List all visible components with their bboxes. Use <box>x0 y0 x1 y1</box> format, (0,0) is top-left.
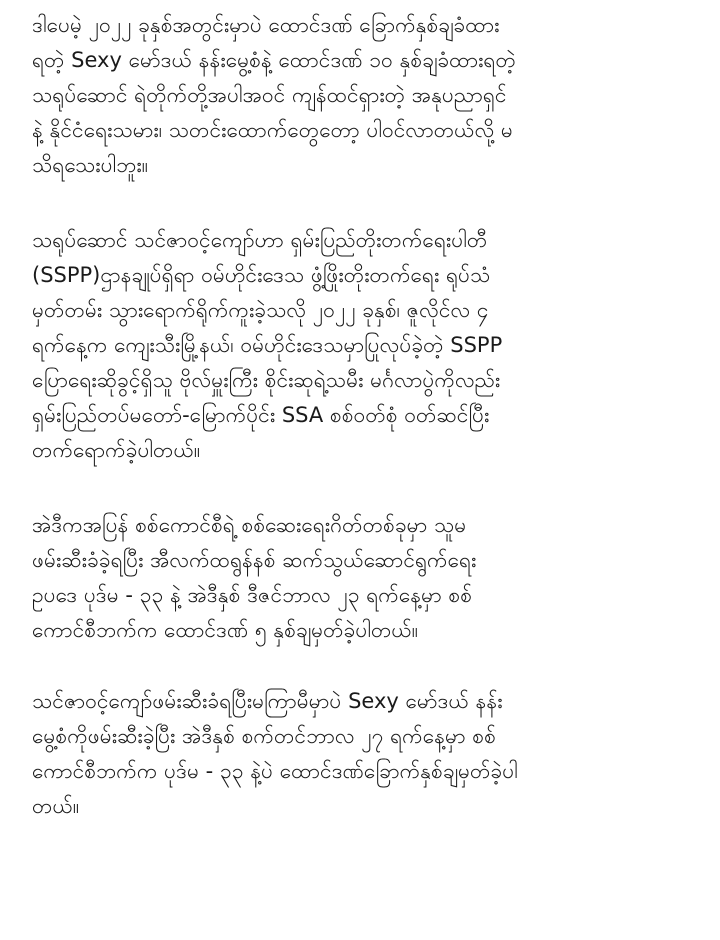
paragraph-line: တက်ရောက်ခဲ့ပါတယ်။ <box>32 438 201 462</box>
paragraph-line: ကောင်စီဘက်က ပုဒ်မ - ၃၃ နဲ့ပဲ ထောင်ဒဏ်ခြောက်နှစ်ချမှတ်ခဲ့ပါ <box>32 759 518 783</box>
paragraph-line: ဥပဒေ ပုဒ်မ - ၃၃ နဲ့ အဲဒီနှစ် ဒီဇင်ဘာလ ၂၃ ရက်နေ့မှာ စစ် <box>32 583 473 607</box>
paragraph-line: မှတ်တမ်း သွားရောက်ရိုက်ကူးခဲ့သလို ၂၀၂၂ ခုနှစ်၊ ဇူလိုင်လ ၄ <box>32 298 489 322</box>
paragraph-line: သင်ဇာဝင့်ကျော်ဖမ်းဆီးခံရပြီးမကြာမီမှာပဲ Sexy မော်ဒယ် နန်း <box>32 689 503 713</box>
paragraph-line: ပြောရေးဆိုခွင့်ရှိသူ ဗိုလ်မှူးကြီး စိုင်းဆုရဲ့သမီး မင်္ဂလာပွဲကိုလည်း <box>32 368 501 392</box>
paragraph-line: သိရသေးပါဘူး။ <box>32 153 149 177</box>
paragraph-3 <box>32 508 688 648</box>
paragraph-line: အဲဒီကအပြန် စစ်ကောင်စီရဲ့ စစ်ဆေးရေးဂိတ်တစ်ခုမှာ သူမ <box>32 513 467 537</box>
paragraph-2 <box>32 223 688 468</box>
paragraph-line: နဲ့ နိုင်ငံရေးသမား၊ သတင်းထောက်တွေတော့ ပါဝင်လာတယ်လို့ မ <box>32 118 513 142</box>
paragraph-line: ကောင်စီဘက်က ထောင်ဒဏ် ၅ နှစ်ချမှတ်ခဲ့ပါတယ်။ <box>32 618 419 642</box>
paragraph-line: ဖမ်းဆီးခံခဲ့ရပြီး အီလက်ထရွန်နစ် ဆက်သွယ်ဆောင်ရွက်ရေး <box>32 548 477 572</box>
paragraph-spacer <box>32 468 688 508</box>
paragraph-line: ရက်နေ့က ကျေးသီးမြို့နယ်၊ ဝမ်ဟိုင်းဒေသမှာပြုလုပ်ခဲ့တဲ့ SSPP <box>32 333 503 357</box>
paragraph-line: သရုပ်ဆောင် ရဲတိုက်တို့အပါအဝင် ကျန်ထင်ရှားတဲ့ အနုပညာရှင် <box>32 83 507 107</box>
paragraph-spacer <box>32 183 688 223</box>
paragraph-line: ရတဲ့ Sexy မော်ဒယ် နန်းမွေ့စံနဲ့ ထောင်ဒဏ် ၁၀ နှစ်ချခံထားရတဲ့ <box>32 48 516 72</box>
paragraph-line: မွေ့စံကိုဖမ်းဆီးခဲ့ပြီး အဲဒီနှစ် စက်တင်ဘာလ ၂၇ ရက်နေ့မှာ စစ် <box>32 724 496 748</box>
paragraph-line: ရှမ်းပြည်တပ်မတော်-မြောက်ပိုင်း SSA စစ်ဝတ်စုံ ဝတ်ဆင်ပြီး <box>32 403 490 427</box>
paragraph-4 <box>32 684 688 824</box>
paragraph-spacer <box>32 648 688 684</box>
paragraph-line: သရုပ်ဆောင် သင်ဇာဝင့်ကျော်ဟာ ရှမ်းပြည်တိုးတက်ရေးပါတီ <box>32 228 488 252</box>
paragraph-1 <box>32 8 688 183</box>
paragraph-line: (SSPP)ဌာနချုပ်ရှိရာ ဝမ်ဟိုင်းဒေသ ဖွံ့ဖြိုးတိုးတက်ရေး ရုပ်သံ <box>32 263 491 287</box>
paragraph-line: ဒါပေမဲ့ ၂၀၂၂ ခုနှစ်အတွင်းမှာပဲ ထောင်ဒဏ် ခြောက်နှစ်ချခံထား <box>32 13 500 37</box>
paragraph-line: တယ်။ <box>32 794 80 818</box>
